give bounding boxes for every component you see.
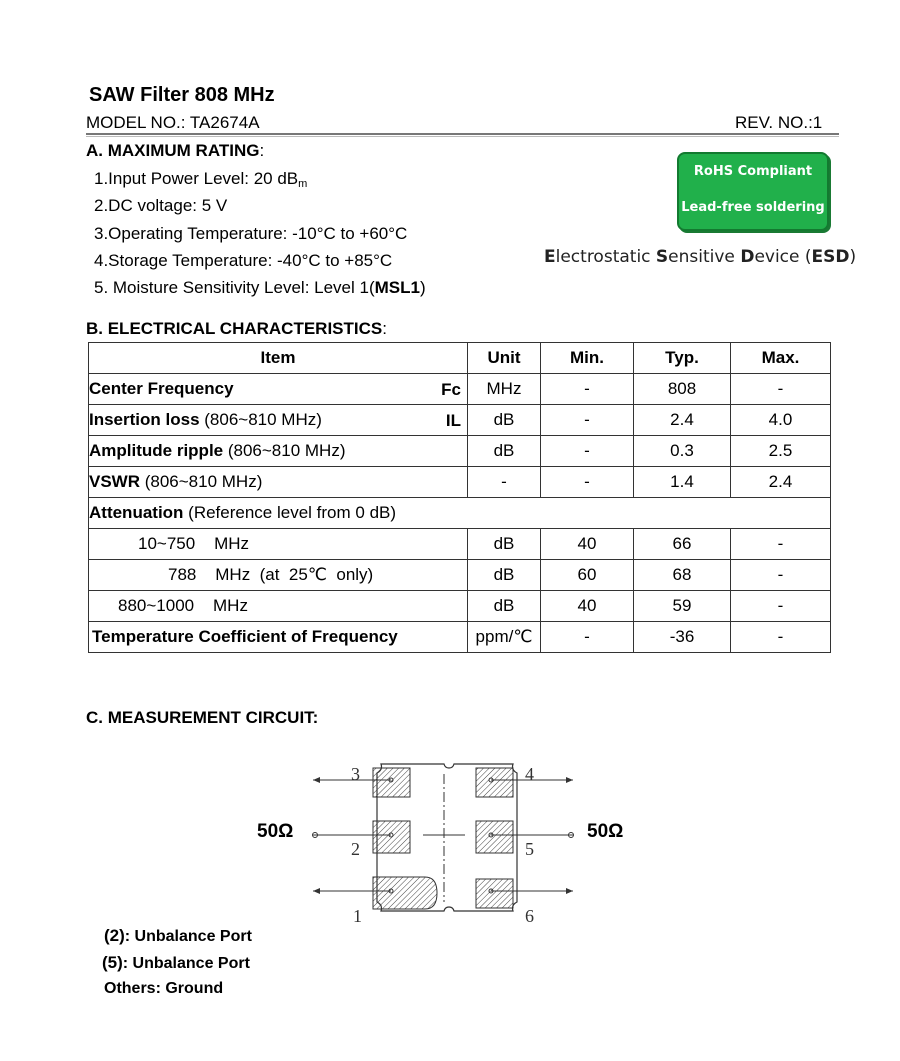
pad-4 [476,768,513,797]
row-item: Amplitude ripple (806~810 MHz) [89,436,468,467]
pin-label-6: 6 [525,906,534,926]
table-row [89,467,831,498]
table-header-row [89,343,831,374]
col-typ-header: Typ. [634,343,731,374]
row-max: - [731,560,831,591]
row-unit: dB [468,591,541,622]
row-unit: dB [468,405,541,436]
row-unit: ppm/℃ [468,622,541,653]
row-max: - [731,622,831,653]
row-typ: -36 [634,622,731,653]
row-item: Temperature Coefficient of Frequency [89,622,468,653]
table-row [89,436,831,467]
row-symbol: Fc [441,380,461,399]
rating-dc-voltage: 2.DC voltage: 5 V [94,196,228,215]
pin-label-2: 2 [351,839,360,859]
row-min: - [541,622,634,653]
col-max-header: Max. [731,343,831,374]
col-item-header: Item [89,343,468,374]
revision-number: REV. NO.:1 [735,113,823,132]
row-max: 2.4 [731,467,831,498]
section-b-heading: B. ELECTRICAL CHARACTERISTICS: [86,319,387,338]
rating-msl: 5. Moisture Sensitivity Level: Level 1(MSL1) [94,278,426,297]
row-unit: dB [468,436,541,467]
rating-storage-temp: 4.Storage Temperature: -40°C to +85°C [94,251,393,270]
row-item: Insertion loss (806~810 MHz) IL [89,405,468,436]
col-min-header: Min. [541,343,634,374]
table-row [89,591,831,622]
pin-label-4: 4 [525,764,534,784]
attenuation-range: 880~1000 MHz [89,591,468,622]
row-min: - [541,405,634,436]
pin-label-1: 1 [353,906,362,926]
rohs-badge-line1: RoHS Compliant [693,164,813,179]
row-min: 60 [541,560,634,591]
port-note-2: (2): Unbalance Port [104,926,252,945]
row-typ: 1.4 [634,467,731,498]
row-typ: 68 [634,560,731,591]
rohs-badge-line2: Lead-free soldering [681,200,825,215]
table-row [89,405,831,436]
row-min: 40 [541,529,634,560]
section-c-heading: C. MEASUREMENT CIRCUIT: [86,708,319,727]
row-typ: 59 [634,591,731,622]
row-min: - [541,467,634,498]
row-unit: MHz [468,374,541,405]
attenuation-range: 10~750 MHz [89,529,468,560]
attenuation-heading: Attenuation (Reference level from 0 dB) [89,498,831,529]
section-a-heading: A. MAXIMUM RATING: [86,141,265,160]
row-typ: 808 [634,374,731,405]
row-typ: 66 [634,529,731,560]
rating-operating-temp: 3.Operating Temperature: -10°C to +60°C [94,224,408,243]
row-max: 2.5 [731,436,831,467]
table-row [89,374,831,405]
table-row [89,560,831,591]
pad-3 [373,768,410,797]
row-item: VSWR (806~810 MHz) [89,467,468,498]
row-item: Center Frequency Fc [89,374,468,405]
row-unit: dB [468,560,541,591]
row-min: - [541,374,634,405]
table-row [89,622,831,653]
electrical-characteristics-table [88,342,831,653]
pad-5 [476,821,513,853]
row-max: - [731,374,831,405]
rating-input-power: 1.Input Power Level: 20 $dB_m$ [94,169,308,190]
col-unit-header: Unit [468,343,541,374]
row-max: 4.0 [731,405,831,436]
row-unit: dB [468,529,541,560]
row-typ: 2.4 [634,405,731,436]
port-note-others: Others: Ground [104,980,224,997]
row-min: - [541,436,634,467]
attenuation-heading-row [89,498,831,529]
row-symbol: IL [445,411,461,430]
right-impedance-label: 50Ω [587,821,624,842]
attenuation-range: 788 MHz (at 25℃ only) [89,560,468,591]
esd-notice: Electrostatic Sensitive Device (ESD) [544,247,857,267]
model-number: MODEL NO.: TA2674A [86,113,260,132]
pad-1 [373,877,437,909]
row-max: - [731,591,831,622]
table-row [89,529,831,560]
row-min: 40 [541,591,634,622]
row-typ: 0.3 [634,436,731,467]
row-unit: - [468,467,541,498]
left-impedance-label: 50Ω [257,821,294,842]
port-note-5: (5): Unbalance Port [102,953,250,972]
pin-label-3: 3 [351,764,360,784]
row-max: - [731,529,831,560]
header-divider-shadow [86,136,839,137]
rohs-badge [677,152,829,231]
header-divider [86,133,839,135]
measurement-circuit-diagram [305,754,585,929]
pin-label-5: 5 [525,839,534,859]
document-title: SAW Filter 808 MHz [89,84,275,106]
pad-6 [476,879,513,908]
